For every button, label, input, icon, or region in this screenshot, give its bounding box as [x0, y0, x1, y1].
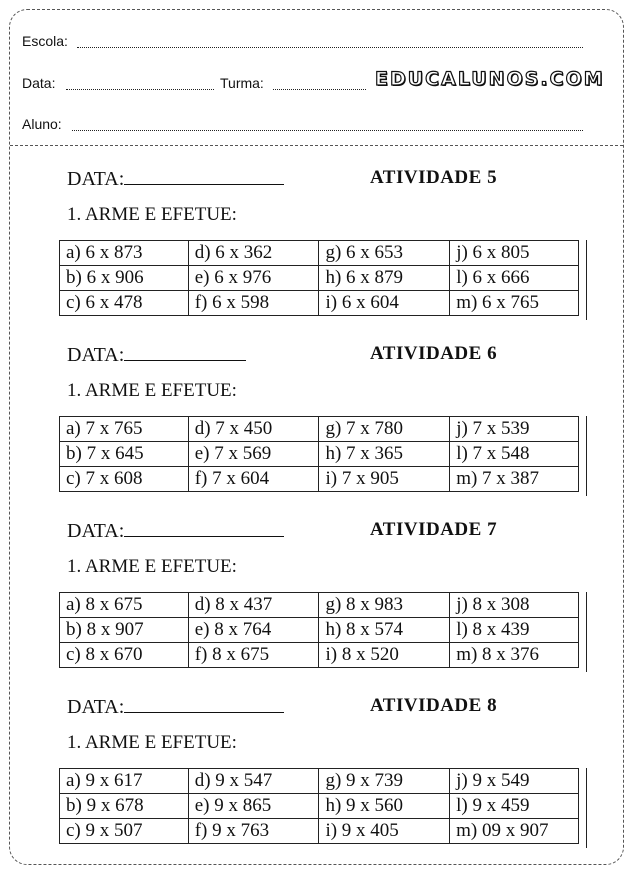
- data-label: Data:: [22, 75, 56, 91]
- operation-cell: l) 6 x 666: [450, 266, 579, 291]
- activity-date-label: DATA:: [67, 696, 125, 718]
- operations-table: [59, 768, 579, 844]
- operation-cell: d) 8 x 437: [188, 593, 319, 618]
- table-double-border: [586, 592, 587, 672]
- table-row: [60, 266, 579, 291]
- header-divider: [10, 145, 623, 146]
- activity-date: [67, 166, 284, 191]
- table-row: [60, 417, 579, 442]
- aluno-label: Aluno:: [22, 116, 62, 132]
- operation-cell: b) 7 x 645: [60, 442, 189, 467]
- educalunos-logo: EDUCALUNOS.COM: [375, 68, 605, 90]
- table-row: [60, 819, 579, 844]
- operation-cell: d) 9 x 547: [188, 769, 319, 794]
- operation-cell: m) 8 x 376: [450, 643, 579, 668]
- operation-cell: c) 8 x 670: [60, 643, 189, 668]
- operation-cell: c) 6 x 478: [60, 291, 189, 316]
- escola-label: Escola:: [22, 33, 68, 49]
- operation-cell: i) 7 x 905: [319, 467, 450, 492]
- operation-cell: g) 7 x 780: [319, 417, 450, 442]
- operation-cell: f) 6 x 598: [188, 291, 319, 316]
- operation-cell: j) 7 x 539: [450, 417, 579, 442]
- operation-cell: m) 7 x 387: [450, 467, 579, 492]
- operation-cell: g) 6 x 653: [319, 241, 450, 266]
- activity-date: [67, 518, 284, 543]
- operation-cell: d) 7 x 450: [188, 417, 319, 442]
- operation-cell: i) 9 x 405: [319, 819, 450, 844]
- table-double-border: [586, 768, 587, 848]
- table-double-border: [586, 416, 587, 496]
- activity-date: [67, 342, 246, 367]
- operations-table: [59, 240, 579, 316]
- activity-date-label: DATA:: [67, 168, 125, 190]
- activity-date-field[interactable]: [124, 342, 246, 361]
- operation-cell: i) 8 x 520: [319, 643, 450, 668]
- activity-instruction: 1. ARME E EFETUE:: [67, 732, 237, 753]
- table-row: [60, 794, 579, 819]
- operation-cell: m) 09 x 907: [450, 819, 579, 844]
- activity-date-field[interactable]: [124, 166, 284, 185]
- operation-cell: i) 6 x 604: [319, 291, 450, 316]
- operation-cell: a) 9 x 617: [60, 769, 189, 794]
- activity-date-label: DATA:: [67, 520, 125, 542]
- operation-cell: b) 8 x 907: [60, 618, 189, 643]
- activity-instruction: 1. ARME E EFETUE:: [67, 556, 237, 577]
- operation-cell: e) 7 x 569: [188, 442, 319, 467]
- activity-instruction: 1. ARME E EFETUE:: [67, 380, 237, 401]
- operation-cell: c) 9 x 507: [60, 819, 189, 844]
- table-row: [60, 291, 579, 316]
- table-row: [60, 593, 579, 618]
- table-row: [60, 643, 579, 668]
- activity-date: [67, 694, 284, 719]
- operations-table: [59, 416, 579, 492]
- operation-cell: j) 8 x 308: [450, 593, 579, 618]
- activity-title: ATIVIDADE 6: [370, 343, 498, 364]
- operations-table: [59, 592, 579, 668]
- operation-cell: e) 8 x 764: [188, 618, 319, 643]
- activity-title: ATIVIDADE 8: [370, 695, 498, 716]
- operation-cell: l) 8 x 439: [450, 618, 579, 643]
- operation-cell: e) 6 x 976: [188, 266, 319, 291]
- operation-cell: h) 8 x 574: [319, 618, 450, 643]
- activity-title: ATIVIDADE 5: [370, 167, 498, 188]
- table-row: [60, 769, 579, 794]
- table-row: [60, 467, 579, 492]
- table-row: [60, 442, 579, 467]
- operation-cell: m) 6 x 765: [450, 291, 579, 316]
- activity-date-field[interactable]: [124, 518, 284, 537]
- activity-instruction: 1. ARME E EFETUE:: [67, 204, 237, 225]
- table-row: [60, 241, 579, 266]
- operation-cell: c) 7 x 608: [60, 467, 189, 492]
- operation-cell: g) 9 x 739: [319, 769, 450, 794]
- activity-date-label: DATA:: [67, 344, 125, 366]
- operation-cell: b) 6 x 906: [60, 266, 189, 291]
- escola-field[interactable]: [77, 47, 583, 48]
- turma-field[interactable]: [273, 89, 366, 90]
- operation-cell: h) 6 x 879: [319, 266, 450, 291]
- aluno-field[interactable]: [72, 130, 583, 131]
- operation-cell: h) 9 x 560: [319, 794, 450, 819]
- operation-cell: d) 6 x 362: [188, 241, 319, 266]
- table-row: [60, 618, 579, 643]
- turma-label: Turma:: [220, 75, 264, 91]
- operation-cell: f) 9 x 763: [188, 819, 319, 844]
- operation-cell: j) 9 x 549: [450, 769, 579, 794]
- operation-cell: l) 7 x 548: [450, 442, 579, 467]
- operation-cell: e) 9 x 865: [188, 794, 319, 819]
- operation-cell: a) 6 x 873: [60, 241, 189, 266]
- operation-cell: a) 7 x 765: [60, 417, 189, 442]
- operation-cell: j) 6 x 805: [450, 241, 579, 266]
- data-field[interactable]: [66, 89, 214, 90]
- activity-date-field[interactable]: [124, 694, 284, 713]
- operation-cell: a) 8 x 675: [60, 593, 189, 618]
- operation-cell: h) 7 x 365: [319, 442, 450, 467]
- operation-cell: l) 9 x 459: [450, 794, 579, 819]
- operation-cell: g) 8 x 983: [319, 593, 450, 618]
- operation-cell: b) 9 x 678: [60, 794, 189, 819]
- table-double-border: [586, 240, 587, 320]
- operation-cell: f) 8 x 675: [188, 643, 319, 668]
- operation-cell: f) 7 x 604: [188, 467, 319, 492]
- activity-title: ATIVIDADE 7: [370, 519, 498, 540]
